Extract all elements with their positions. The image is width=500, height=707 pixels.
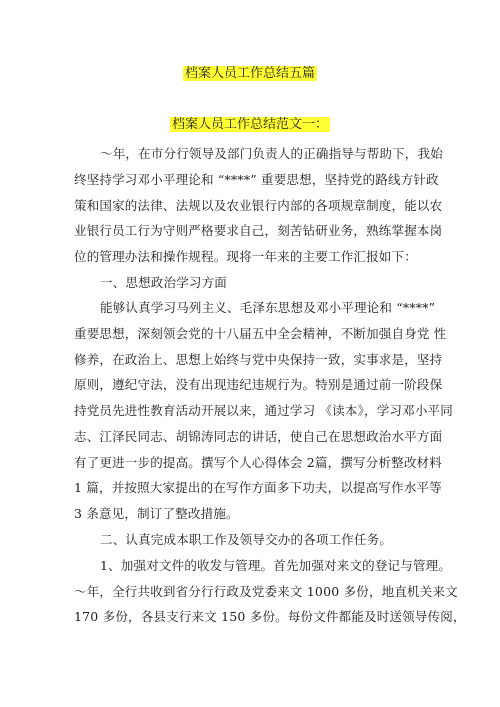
paragraph-line: ～年，在市分行领导及部门负责人的正确指导与帮助下，我始	[100, 146, 443, 161]
paragraph-line: ～年，全行共收到省分行行政及党委来文 1000 多份，地直机关来文	[74, 584, 458, 599]
document-title-text: 档案人员工作总结五篇	[184, 66, 315, 81]
paragraph-line: 原则，遵纪守法，没有出现违纪违规行为。特别是通过前一阶段保	[74, 377, 443, 392]
paragraph-line: 持党员先进性教育活动开展以来，通过学习 《读本》，学习邓小平同	[74, 403, 453, 418]
paragraph-line: 修养，在政治上、思想上始终与党中央保持一致，实事求是，坚持	[74, 352, 443, 367]
paragraph-line: 志、江泽民同志、胡锦涛同志的讲话，使自己在思想政治水平方面	[74, 429, 443, 444]
paragraph-line: 3 条意见，制订了整改措施。	[74, 506, 239, 521]
document-title	[0, 66, 500, 82]
section-subtitle-text: 档案人员工作总结范文一：	[171, 117, 328, 132]
paragraph-line: 终坚持学习邓小平理论和 “****” 重要思想，坚持党的路线方针政	[74, 172, 439, 187]
section-heading: 二、认真完成本职工作及领导交办的各项工作任务。	[100, 532, 393, 547]
paragraph-line: 业银行员工行为守则严格要求自己，刻苦钻研业务，熟练掌握本岗	[74, 223, 443, 238]
paragraph-line: 1 篇，并按照大家提出的在写作方面多下功夫，以提高写作水平等	[74, 480, 442, 495]
paragraph-line: 位的管理办法和操作规程。现将一年来的主要工作汇报如下：	[74, 249, 417, 264]
section-heading: 一、思想政治学习方面	[100, 275, 228, 290]
paragraph-line: 有了更进一步的提高。撰写个人心得体会 2篇，撰写分析整改材料	[74, 455, 442, 470]
section-subtitle	[0, 117, 500, 133]
paragraph-line: 1、加强对文件的收发与管理。首先加强对来文的登记与管理。	[100, 558, 452, 573]
paragraph-line: 重要思想，深刻领会党的十八届五中全会精神，不断加强自身党 性	[74, 326, 447, 341]
paragraph-line: 能够认真学习马列主义、毛泽东思想及邓小平理论和 “****”	[100, 300, 436, 315]
paragraph-line: 170 多份，各县支行来文 150 多份。每份文件都能及时送领导传阅，	[74, 609, 466, 624]
paragraph-line: 策和国家的法律、法规以及农业银行内部的各项规章制度，能以农	[74, 198, 443, 213]
